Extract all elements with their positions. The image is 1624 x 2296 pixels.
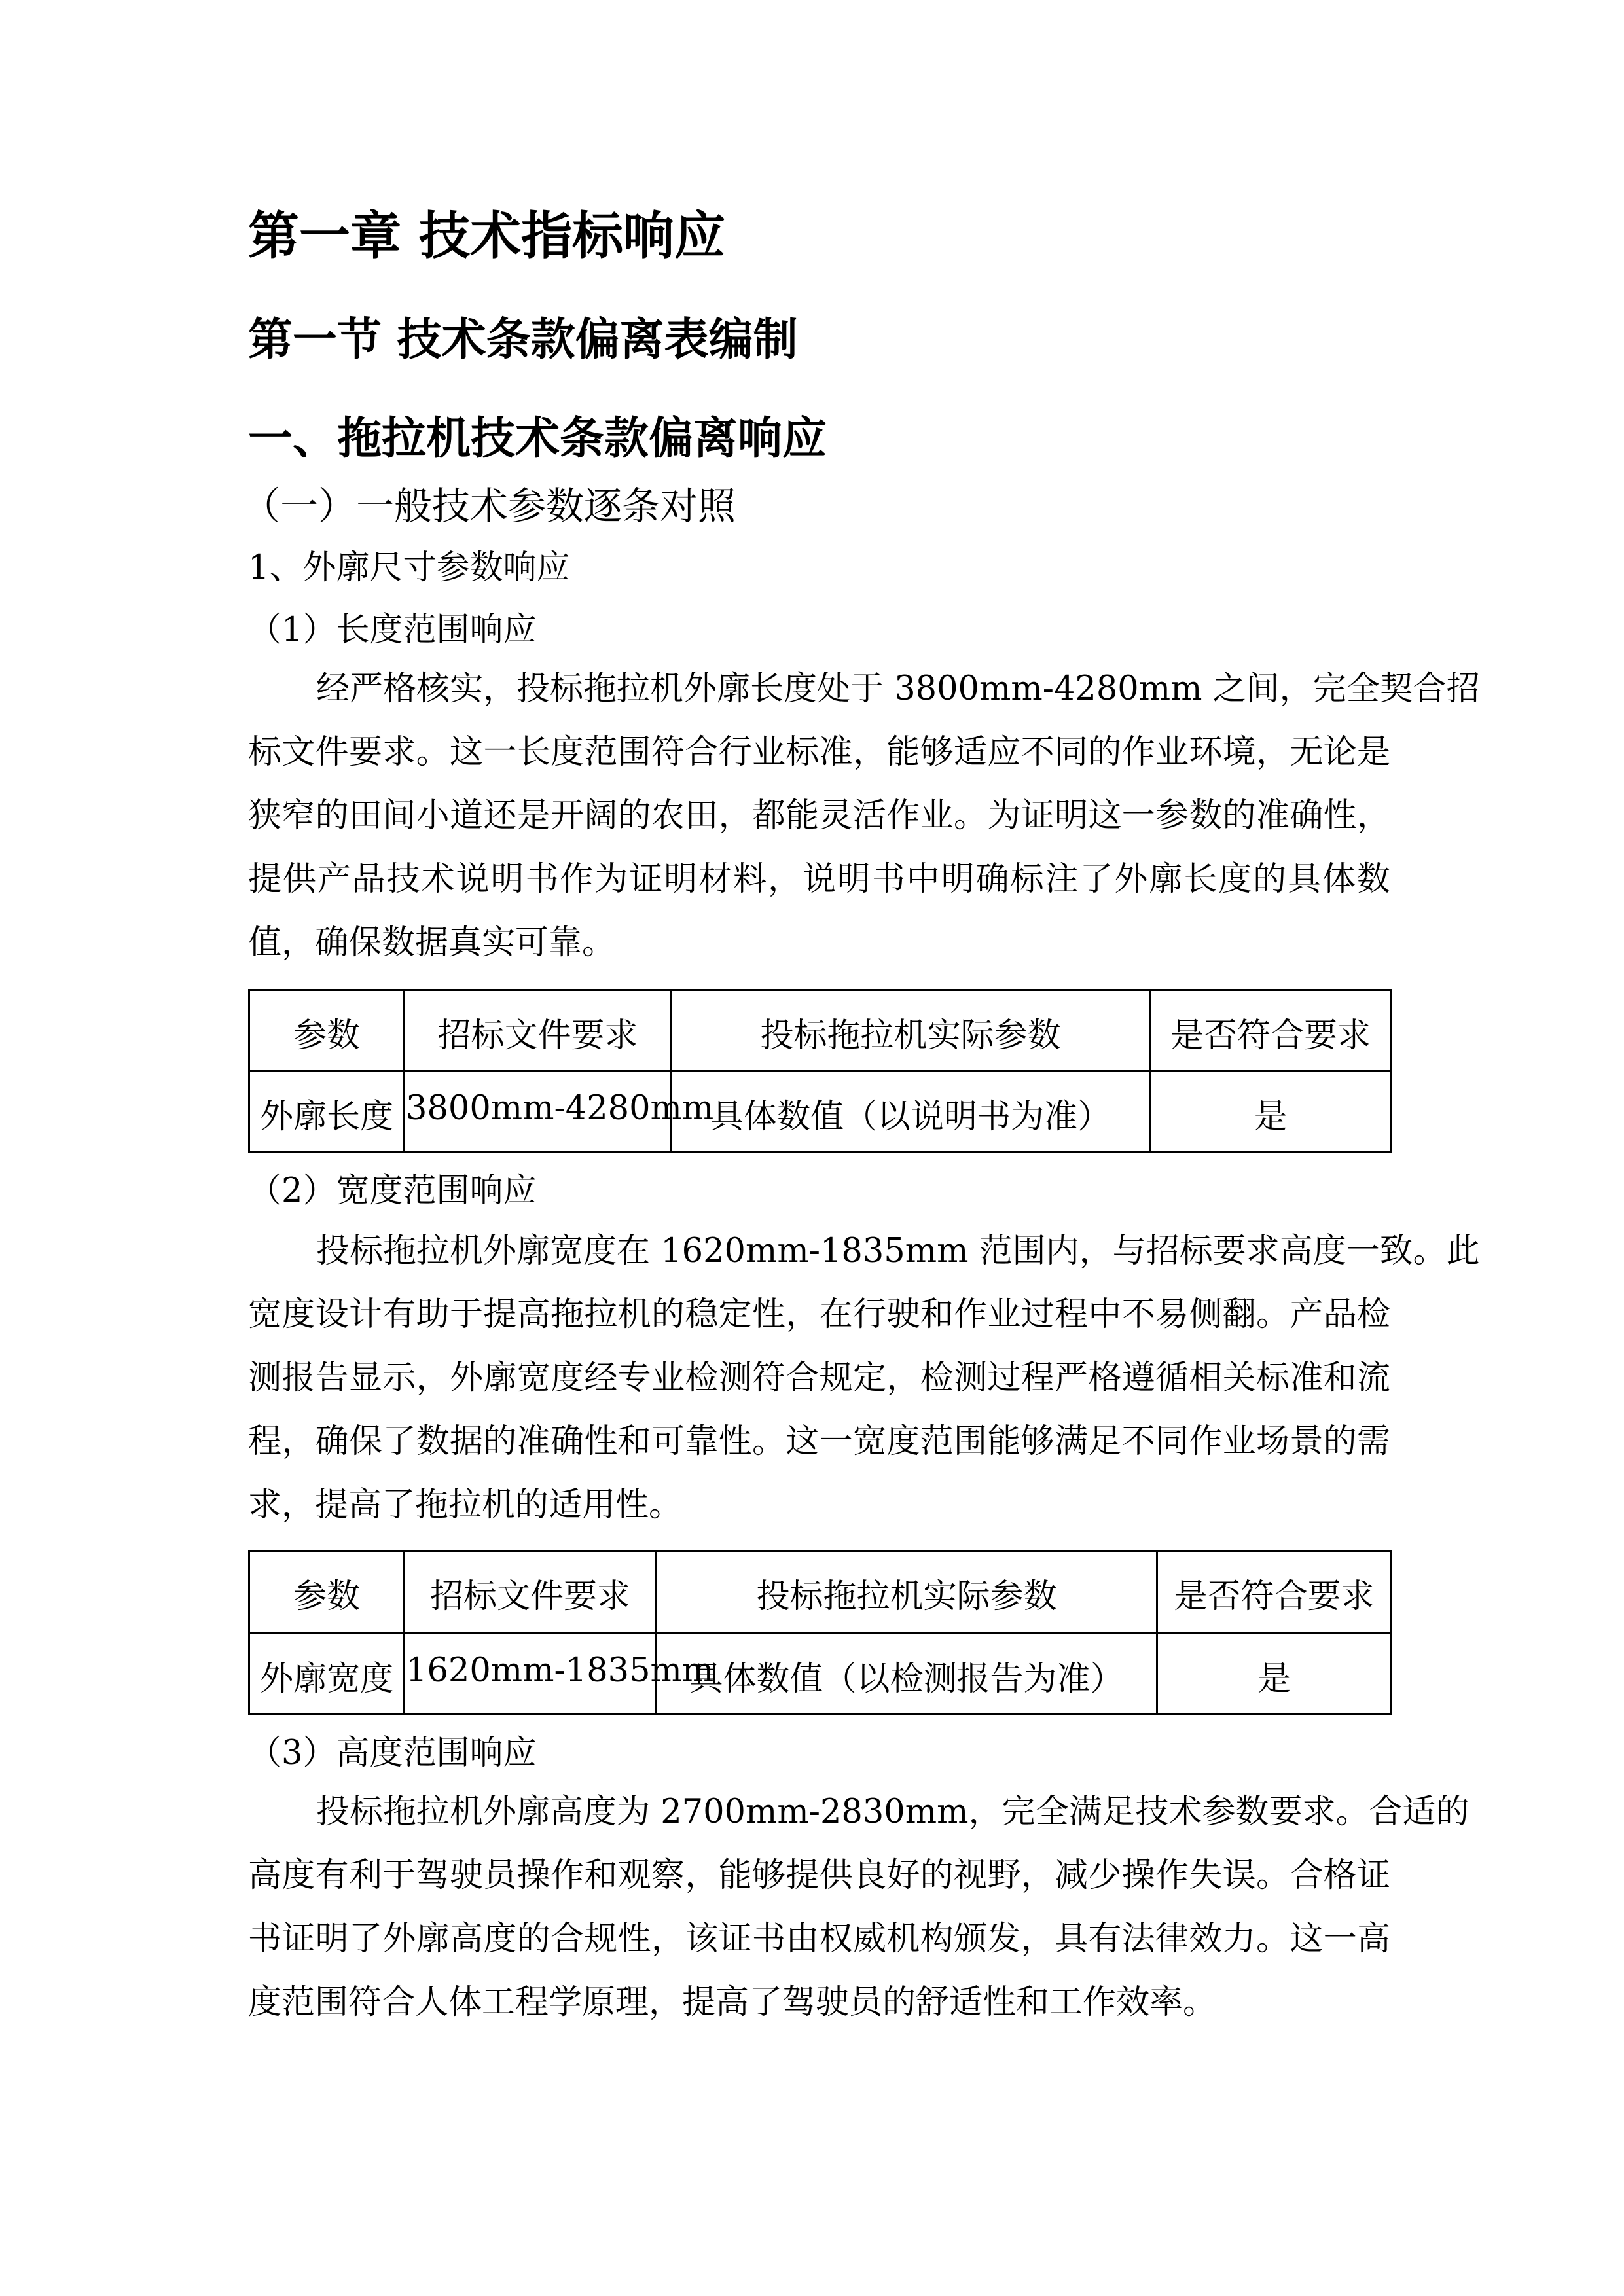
table-row xyxy=(249,1634,1392,1715)
table-header-cell: 投标拖拉机实际参数 xyxy=(672,990,1150,1071)
table-header-row xyxy=(249,1551,1392,1634)
table-row xyxy=(249,1071,1392,1153)
table-header-cell: 参数 xyxy=(249,1551,405,1634)
subsection-title: 一、拖拉机技术条款偏离响应 xyxy=(248,412,827,465)
table-cell: 外廓宽度 xyxy=(249,1634,405,1715)
table-cell: 是 xyxy=(1157,1634,1392,1715)
table-header-cell: 是否符合要求 xyxy=(1150,990,1392,1071)
paragraph-line: 宽度设计有助于提高拖拉机的稳定性，在行驶和作业过程中不易侧翻。产品检 xyxy=(248,1295,1390,1334)
paragraph-line: 经严格核实，投标拖拉机外廓长度处于 3800mm-4280mm 之间，完全契合招 xyxy=(316,670,1480,708)
section-title: 第一节 技术条款偏离表编制 xyxy=(248,314,798,366)
width-table xyxy=(248,1550,1392,1715)
table-header-cell: 是否符合要求 xyxy=(1157,1551,1392,1634)
table-header-cell: 招标文件要求 xyxy=(405,1551,657,1634)
paragraph-line: 标文件要求。这一长度范围符合行业标准，能够适应不同的作业环境，无论是 xyxy=(248,733,1390,772)
length-table xyxy=(248,989,1392,1153)
paragraph-width xyxy=(248,1219,1480,1537)
paragraph-line: 狭窄的田间小道还是开阔的农田，都能灵活作业。为证明这一参数的准确性， xyxy=(248,797,1390,835)
part-title: （一）一般技术参数逐条对照 xyxy=(242,484,736,528)
paragraph-length xyxy=(248,657,1480,975)
paragraph-line: 高度有利于驾驶员操作和观察，能够提供良好的视野，减少操作失误。合格证 xyxy=(248,1856,1390,1895)
table-cell: 外廓长度 xyxy=(249,1071,405,1153)
table-cell: 具体数值（以说明书为准） xyxy=(672,1071,1150,1153)
table-header-cell: 参数 xyxy=(249,990,405,1071)
paragraph-line: 程，确保了数据的准确性和可靠性。这一宽度范围能够满足不同作业场景的需 xyxy=(248,1422,1390,1461)
paragraph-height xyxy=(248,1780,1470,2034)
block-heading-width: （2）宽度范围响应 xyxy=(248,1172,537,1210)
paragraph-line: 提供产品技术说明书作为证明材料，说明书中明确标注了外廓长度的具体数 xyxy=(248,860,1390,899)
table-cell: 3800mm-4280mm xyxy=(405,1071,672,1153)
table-cell: 1620mm-1835mm xyxy=(405,1634,657,1715)
table-header-cell: 投标拖拉机实际参数 xyxy=(657,1551,1157,1634)
paragraph-line: 求，提高了拖拉机的适用性。 xyxy=(248,1486,683,1524)
table-header-cell: 招标文件要求 xyxy=(405,990,672,1071)
block-heading-height: （3）高度范围响应 xyxy=(248,1734,537,1772)
paragraph-line: 值，确保数据真实可靠。 xyxy=(248,924,616,962)
table-cell: 是 xyxy=(1150,1071,1392,1153)
paragraph-line: 投标拖拉机外廓宽度在 1620mm-1835mm 范围内，与招标要求高度一致。此 xyxy=(316,1232,1480,1270)
table-cell: 具体数值（以检测报告为准） xyxy=(657,1634,1157,1715)
item-title: 1、外廓尺寸参数响应 xyxy=(248,548,570,587)
chapter-title: 第一章 技术指标响应 xyxy=(248,206,726,266)
table-header-row xyxy=(249,990,1392,1071)
paragraph-line: 投标拖拉机外廓高度为 2700mm-2830mm，完全满足技术参数要求。合适的 xyxy=(316,1793,1470,1831)
paragraph-line: 书证明了外廓高度的合规性，该证书由权威机构颁发，具有法律效力。这一高 xyxy=(248,1920,1390,1958)
block-heading-length: （1）长度范围响应 xyxy=(248,611,537,649)
paragraph-line: 度范围符合人体工程学原理，提高了驾驶员的舒适性和工作效率。 xyxy=(248,1983,1217,2022)
paragraph-line: 测报告显示，外廓宽度经专业检测符合规定，检测过程严格遵循相关标准和流 xyxy=(248,1359,1390,1397)
